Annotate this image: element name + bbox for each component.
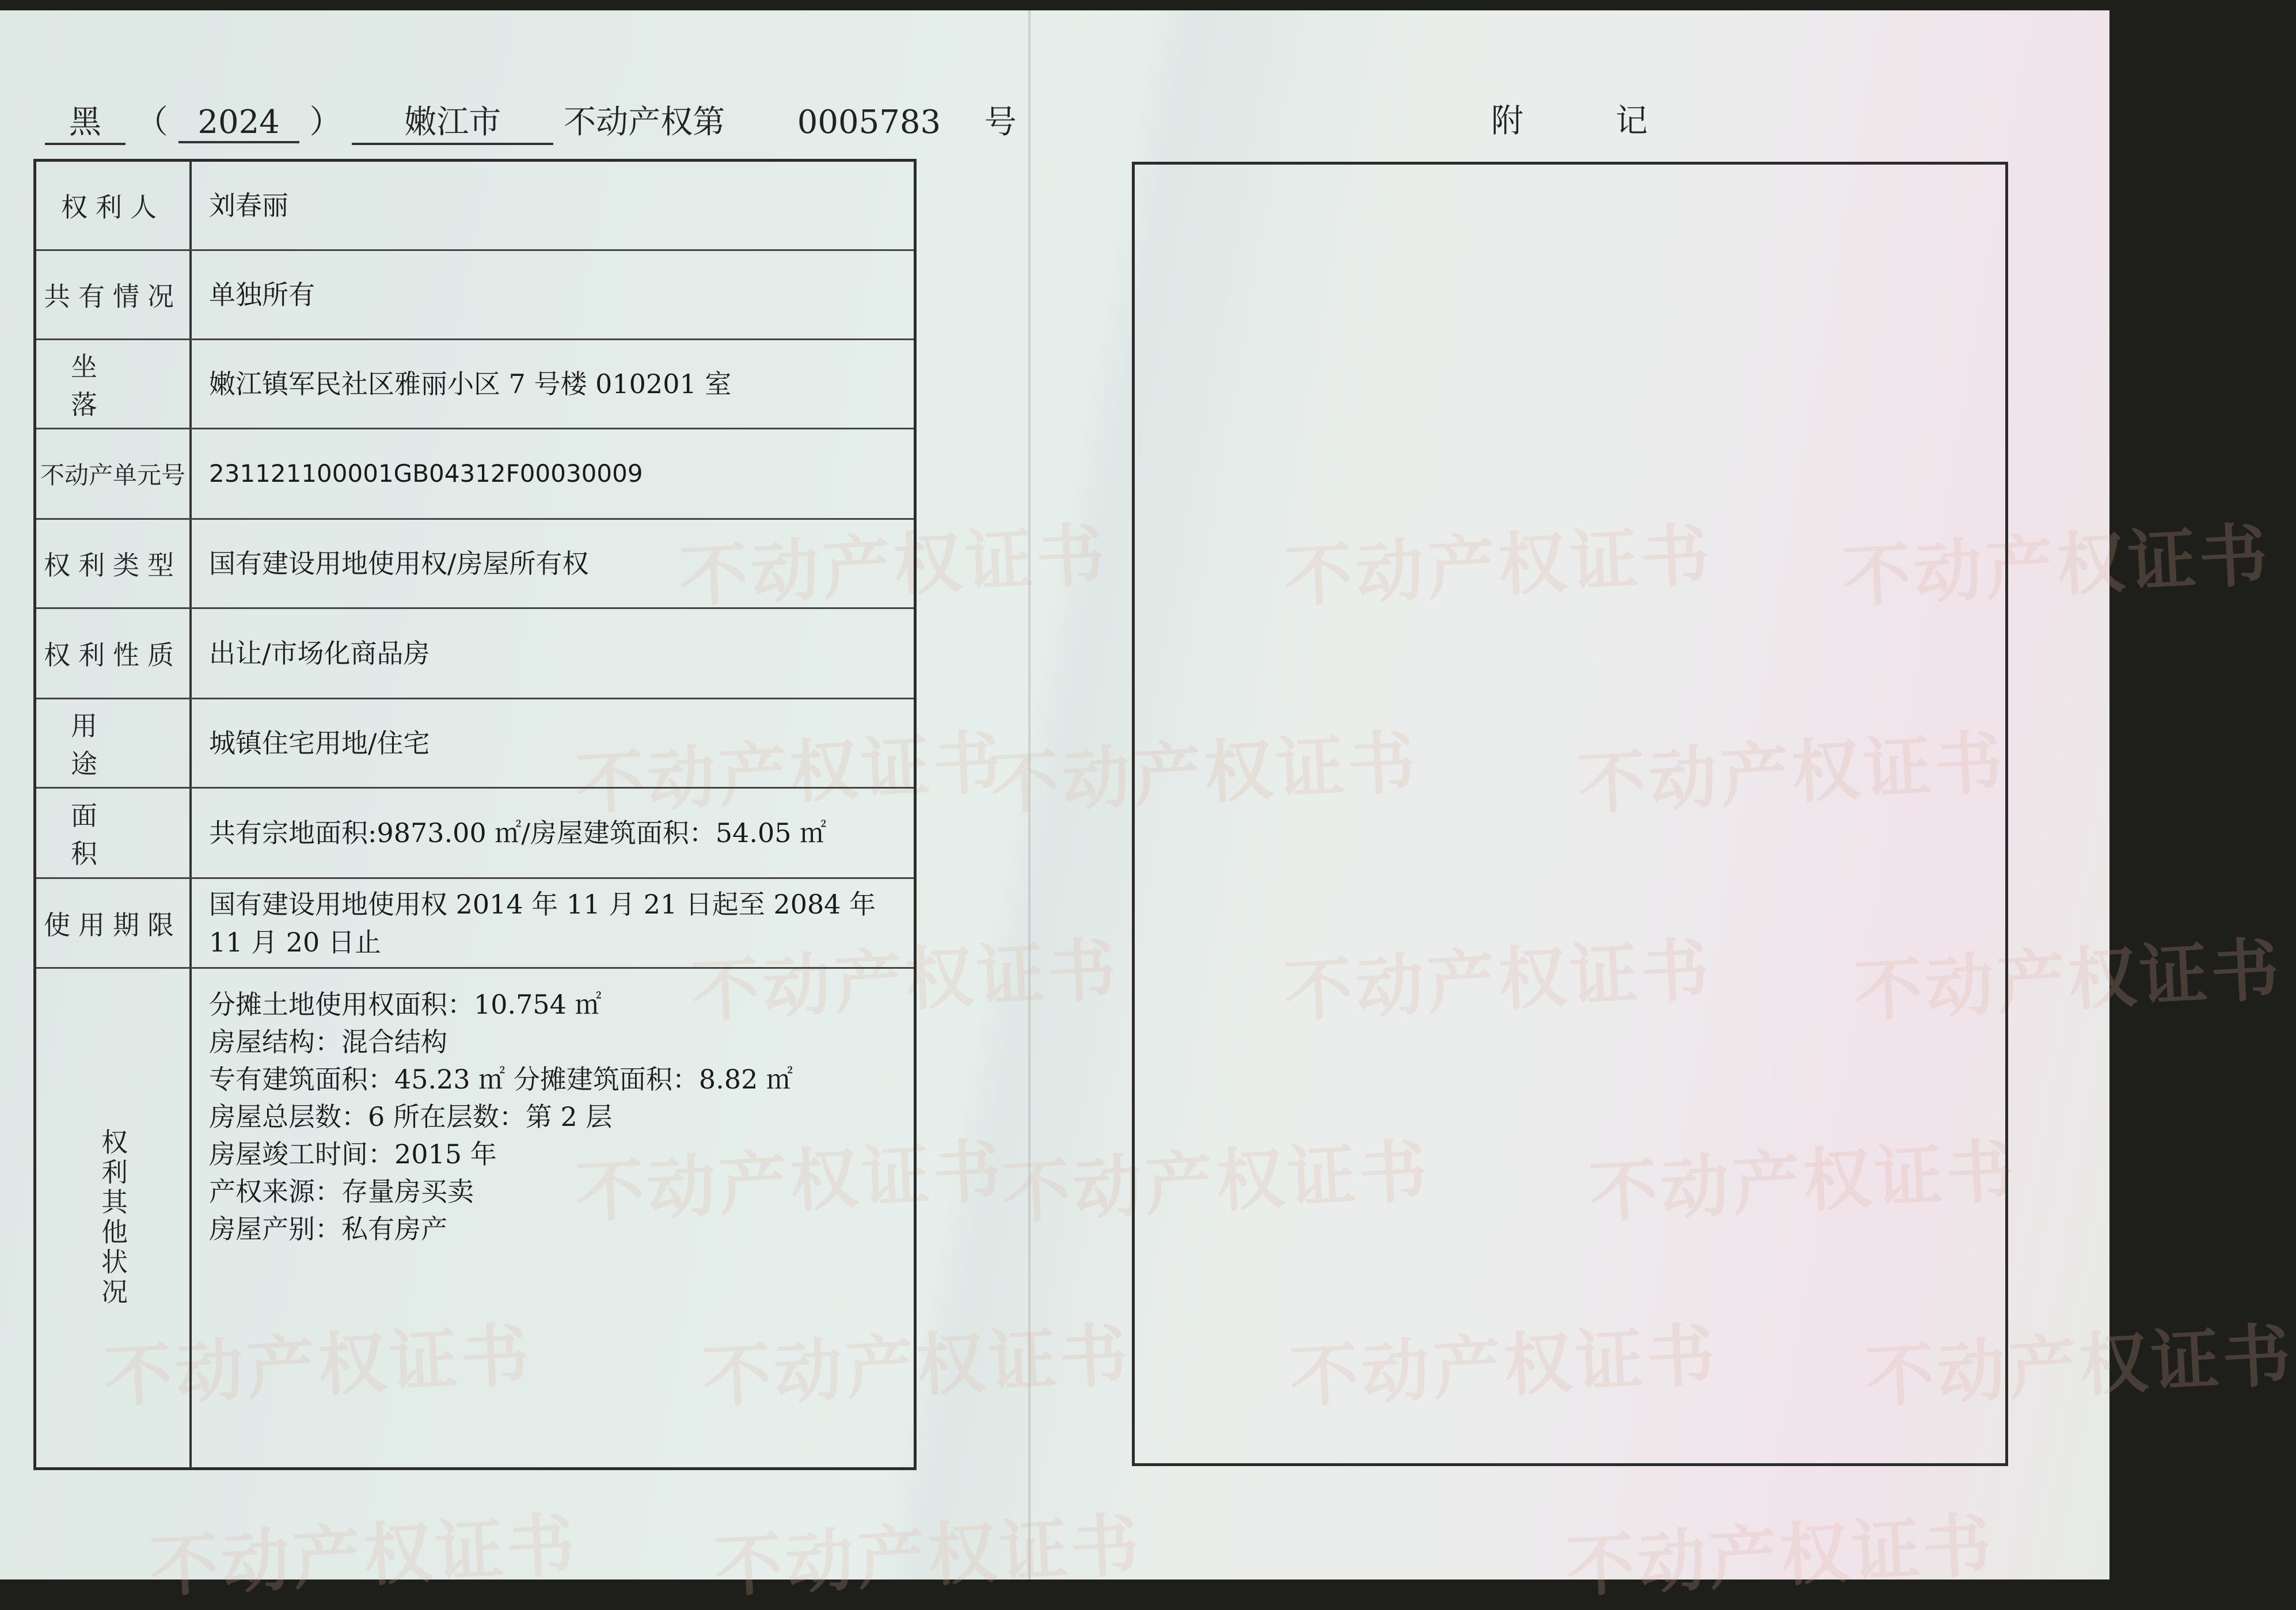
province-field: 黑 — [45, 97, 126, 145]
city-field: 嫩江市 — [352, 97, 553, 145]
watermark: 不动产权证书 — [1282, 929, 1715, 1032]
table-row — [36, 520, 914, 609]
rights-table — [33, 159, 917, 1470]
row-value: 嫩江镇军民社区雅丽小区 7 号楼 010201 室 — [209, 368, 732, 399]
row-value: 国有建设用地使用权/房屋所有权 — [209, 548, 589, 579]
notes-title: 附记 — [1491, 102, 1740, 140]
other-info-line: 房屋竣工时间：2015 年 — [209, 1139, 497, 1170]
row-value: 出让/市场化商品房 — [209, 638, 430, 669]
table-row — [36, 699, 914, 789]
notes-box — [1132, 162, 2008, 1466]
watermark: 不动产权证书 — [1000, 1131, 1432, 1233]
cert-number: 0005783 — [797, 104, 941, 141]
table-row — [36, 429, 914, 520]
table-row — [36, 162, 914, 251]
other-info-line: 房屋总层数：6 所在层数：第 2 层 — [209, 1101, 613, 1132]
table-row — [36, 251, 914, 340]
table-row — [36, 609, 914, 699]
row-value: 城镇住宅用地/住宅 — [209, 728, 430, 759]
row-label: 权利人 — [36, 162, 192, 249]
row-value: 单独所有 — [209, 279, 315, 310]
close-paren: ） — [309, 104, 342, 141]
open-paren: （ — [135, 104, 168, 141]
row-label: 不动产单元号 — [36, 429, 192, 518]
other-info-list — [209, 986, 896, 1248]
other-info-line: 产权来源：存量房买卖 — [209, 1176, 474, 1207]
watermark: 不动产权证书 — [989, 722, 1421, 824]
watermark: 不动产权证书 — [1587, 1131, 2020, 1233]
cert-suffix: 号 — [984, 104, 1017, 141]
watermark: 不动产权证书 — [148, 1505, 580, 1607]
row-label: 使用期限 — [36, 879, 192, 967]
watermark: 不动产权证书 — [678, 515, 1110, 617]
row-value: 231121100001GB04312F00030009 — [209, 459, 643, 488]
table-row — [36, 879, 914, 969]
watermark: 不动产权证书 — [1288, 1315, 1720, 1417]
other-label: 权利其他状况 — [97, 1128, 128, 1308]
watermark: 不动产权证书 — [689, 929, 1122, 1032]
watermark: 不动产权证书 — [1282, 515, 1715, 617]
certificate-page — [0, 10, 2296, 1607]
row-label — [36, 969, 192, 1467]
row-label: 权利类型 — [36, 520, 192, 607]
other-info-line: 房屋产别：私有房产 — [209, 1213, 447, 1244]
watermark: 不动产权证书 — [1564, 1505, 1997, 1607]
watermark: 不动产权证书 — [1852, 929, 2284, 1032]
row-label: 用途 — [36, 699, 192, 787]
row-value: 刘春丽 — [209, 190, 288, 221]
cert-label: 不动产权第 — [564, 104, 725, 141]
row-label: 权利性质 — [36, 609, 192, 698]
watermark: 不动产权证书 — [102, 1315, 534, 1417]
row-label: 共有情况 — [36, 251, 192, 338]
other-info-line: 房屋结构：混合结构 — [209, 1026, 447, 1057]
year-field: 2024 — [178, 104, 299, 143]
watermark: 不动产权证书 — [712, 1505, 1145, 1607]
watermark: 不动产权证书 — [1864, 1315, 2296, 1417]
watermark: 不动产权证书 — [574, 1131, 1006, 1233]
table-row — [36, 340, 914, 429]
watermark: 不动产权证书 — [1576, 722, 2008, 824]
row-label: 坐落 — [36, 340, 192, 428]
watermark: 不动产权证书 — [701, 1315, 1133, 1417]
watermark: 不动产权证书 — [574, 722, 1006, 824]
other-info-line: 分摊土地使用权面积：10.754 ㎡ — [209, 989, 602, 1020]
row-label: 面积 — [36, 789, 192, 877]
row-value: 共有宗地面积:9873.00 ㎡/房屋建筑面积：54.05 ㎡ — [209, 817, 827, 848]
other-info-line: 专有建筑面积：45.23 ㎡ 分摊建筑面积：8.82 ㎡ — [209, 1064, 793, 1095]
row-value: 国有建设用地使用权 2014 年 11 月 21 日起至 2084 年 11 月 20 日止 — [209, 888, 876, 958]
table-row-other — [36, 969, 914, 1467]
table-row — [36, 789, 914, 879]
cert-number-line — [45, 97, 1017, 145]
watermark: 不动产权证书 — [1841, 515, 2273, 617]
